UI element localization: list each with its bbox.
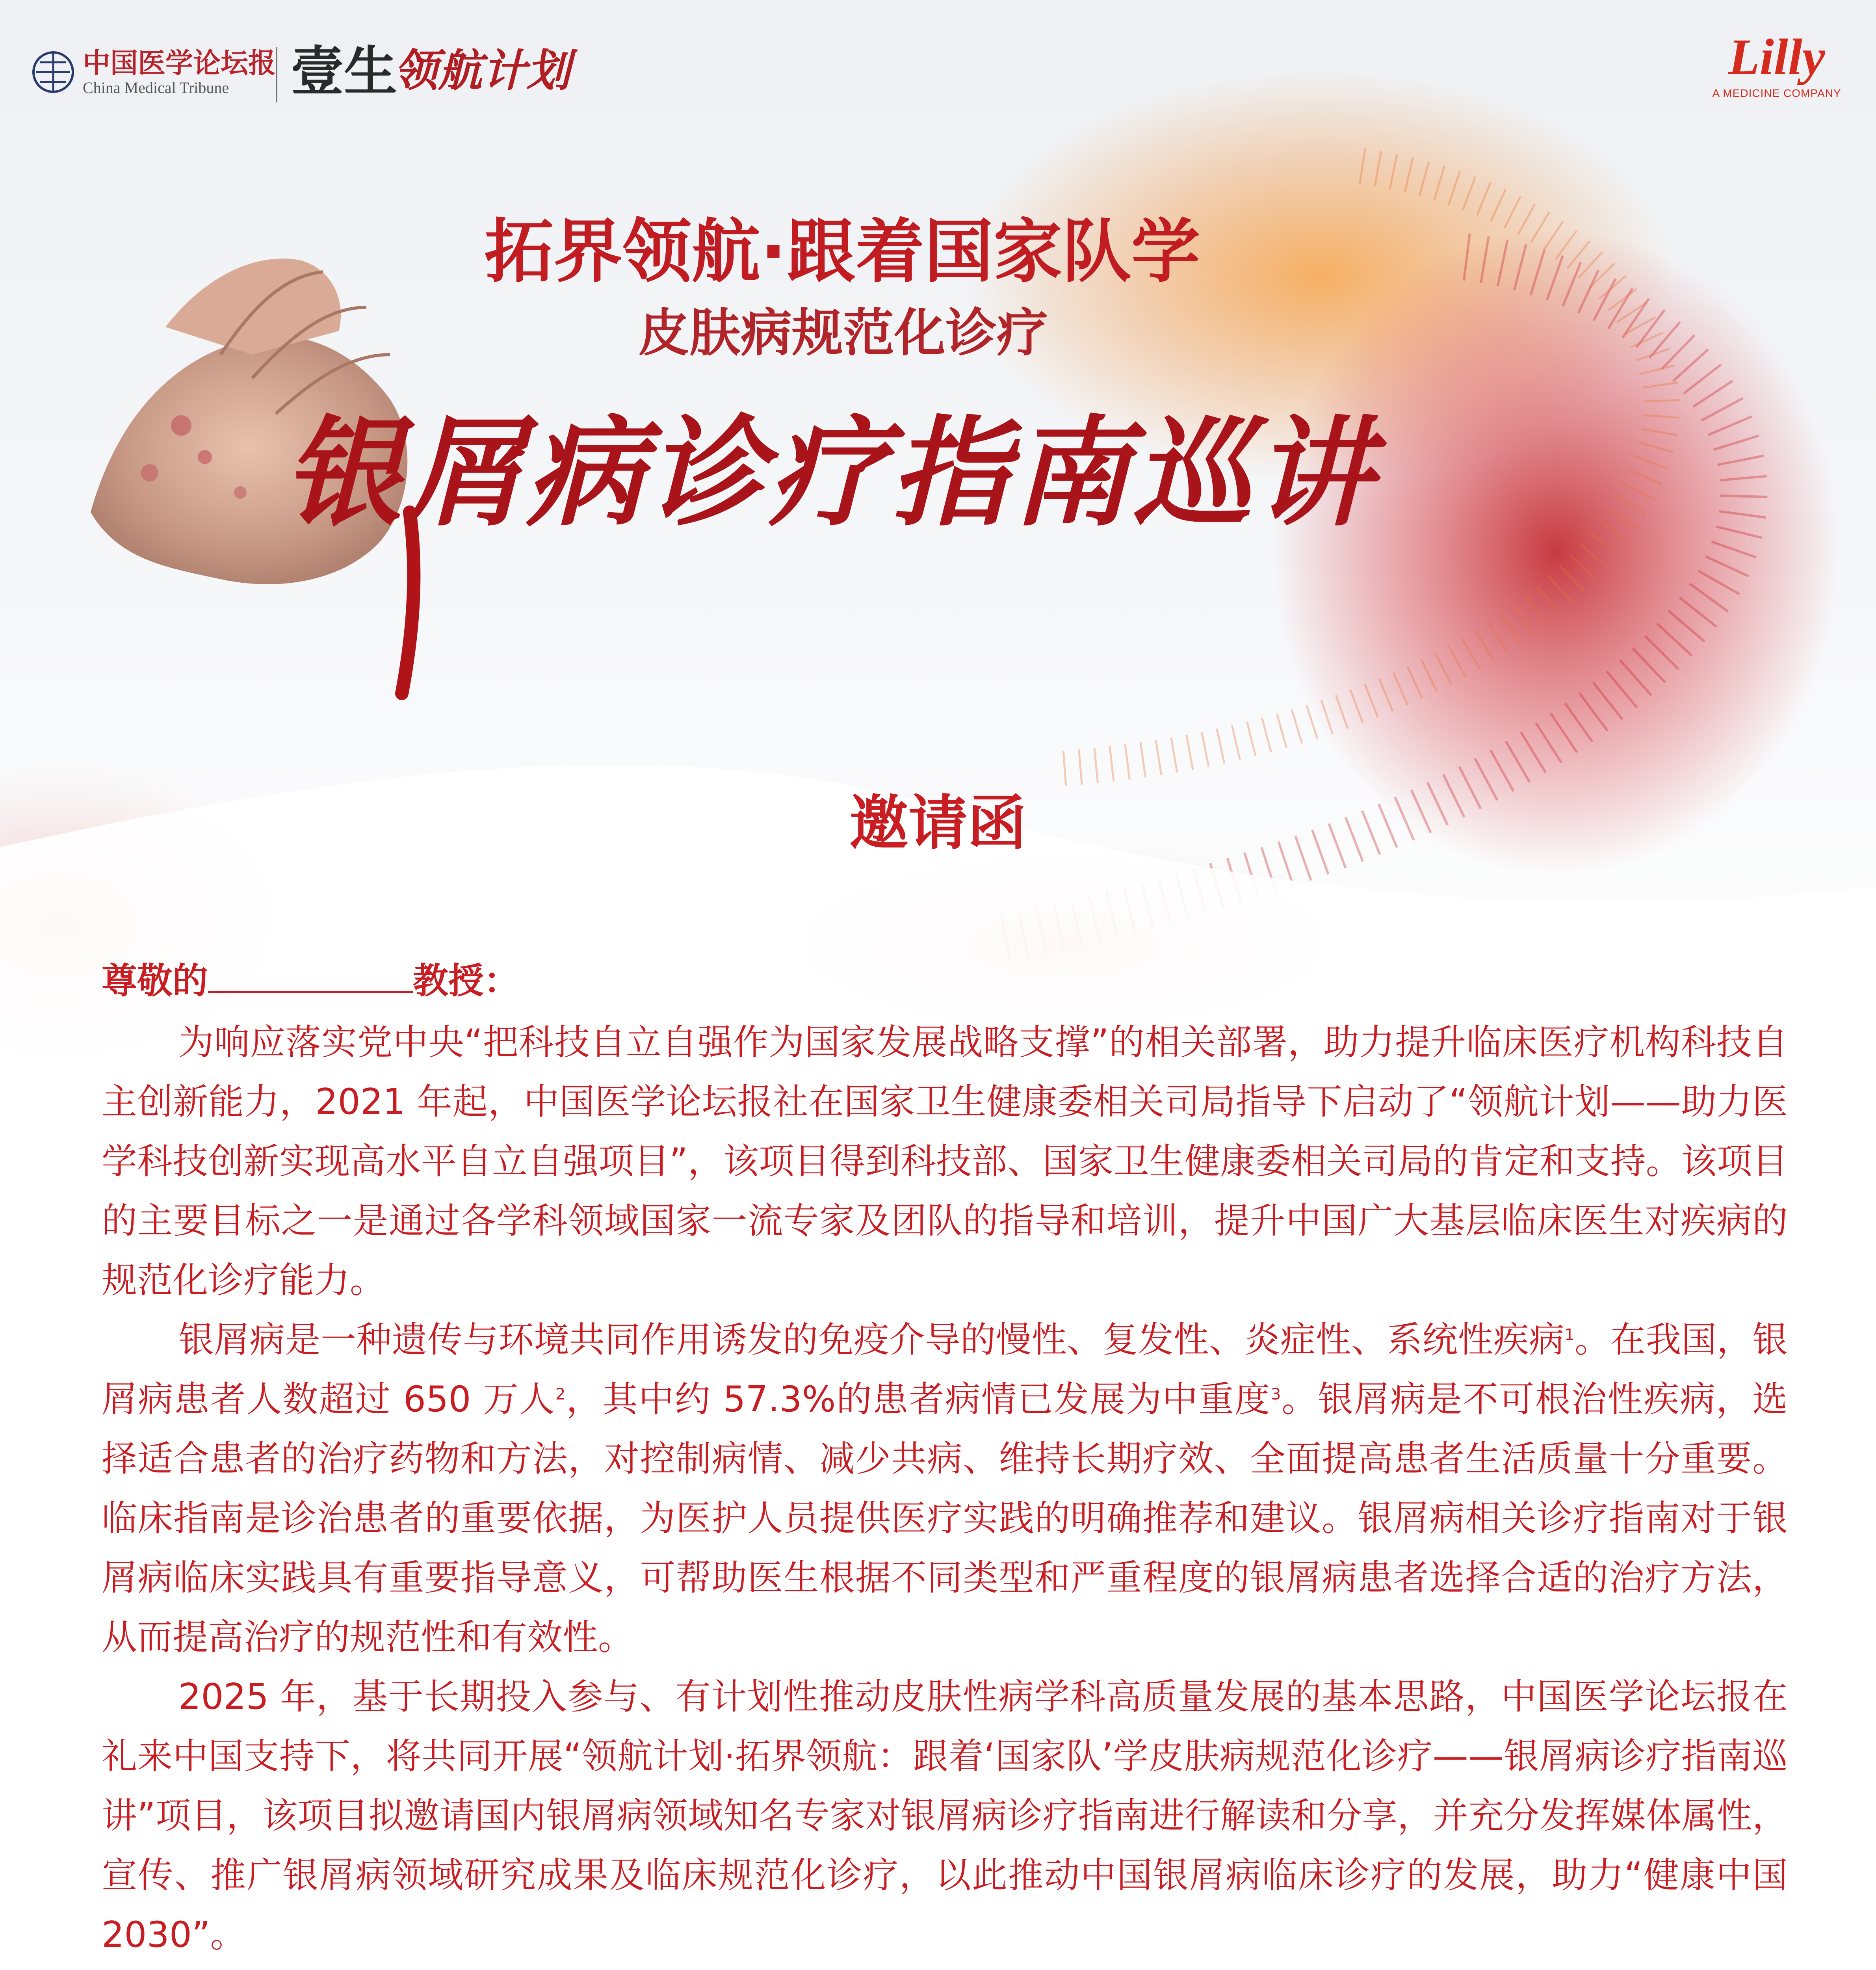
paragraph-1: 为响应落实党中央“把科技自立自强作为国家发展战略支撑”的相关部署，助力提升临床医疗机构科技自主创新能力，2021 年起，中国医学论坛报社在国家卫生健康委相关司局指导下启动了“领航计划——助力医学科技创新实现高水平自立自强项目”，该项目得到科技部、国家卫生健康委相关司局的肯定和支持。该项目的主要目标之一是通过各学科领域国家一流专家及团队的指导和培训，提升中国广大基层临床医生对疾病的规范化诊疗能力。: [102, 1022, 1788, 1301]
lilly-tagline: A MEDICINE COMPANY: [1712, 87, 1841, 99]
cmt-emblem-icon: [32, 50, 75, 94]
paragraph-4: [102, 1964, 1788, 1970]
paragraph-2-part-b: 。在我国，银屑病患者人数超过 650 万人: [102, 1319, 1788, 1420]
hero-title: 银屑病诊疗指南巡讲: [284, 403, 1376, 542]
hero-subtitle-1: 拓界领航·跟着国家队学: [485, 212, 1200, 292]
reference-3: 3: [1270, 1385, 1281, 1403]
particle-cloud-red: [1272, 229, 1840, 875]
salutation-prefix: 尊敬的: [102, 960, 208, 1002]
cmt-logo: [32, 43, 276, 102]
letter-body: [102, 1013, 1788, 1970]
logo-divider: [276, 47, 277, 102]
letter-heading: 邀请函: [849, 789, 1027, 858]
yisheng-logo: 壹生: [291, 40, 397, 102]
paragraph-2-part-a: 银屑病是一种遗传与环境共同作用诱发的免疫介导的慢性、复发性、炎症性、系统性疾病: [178, 1319, 1565, 1360]
paragraph-2-part-c: ，其中约 57.3%的患者病情已发展为中重度: [565, 1379, 1271, 1420]
cmt-logo-cn: 中国医学论坛报: [83, 46, 276, 79]
name-blank: [208, 955, 413, 993]
paragraph-2-part-d: 。银屑病是不可根治性疾病，选择适合患者的治疗药物和方法，对控制病情、减少共病、维持长期疗效、全面提高患者生活质量十分重要。临床指南是诊治患者的重要依据，为医护人员提供医疗实践的明确推荐和建议。银屑病相关诊疗指南对于银屑病临床实践具有重要指导意义，可帮助医生根据不同类型和严重程度的银屑病患者选择合适的治疗方法，从而提高治疗的规范性和有效性。: [102, 1379, 1788, 1658]
hero-subtitle-2: 皮肤病规范化诊疗: [638, 303, 1048, 363]
salutation-suffix: 教授：: [413, 960, 519, 1002]
paragraph-3: 2025 年，基于长期投入参与、有计划性推动皮肤性病学科高质量发展的基本思路，中国医学论坛报在礼来中国支持下，将共同开展“领航计划·拓界领航：跟着‘国家队’学皮肤病规范化诊疗——银屑病诊疗指南巡讲”项目，该项目拟邀请国内银屑病领域知名专家对银屑病诊疗指南进行解读和分享，并充分发挥媒体属性，宣传、推广银屑病领域研究成果及临床规范化诊疗，以此推动中国银屑病临床诊疗的发展，助力“健康中国 2030”。: [102, 1676, 1788, 1955]
lilly-logo: [1698, 28, 1856, 106]
salutation: [102, 953, 519, 1009]
lilly-logo-word: Lilly: [1728, 29, 1825, 85]
cmt-logo-en: China Medical Tribune: [83, 79, 229, 97]
paragraph-2: [102, 1310, 1788, 1667]
reference-2: 2: [555, 1385, 566, 1403]
linghang-logo: 领航计划: [394, 45, 570, 97]
reference-1: 1: [1564, 1326, 1575, 1344]
